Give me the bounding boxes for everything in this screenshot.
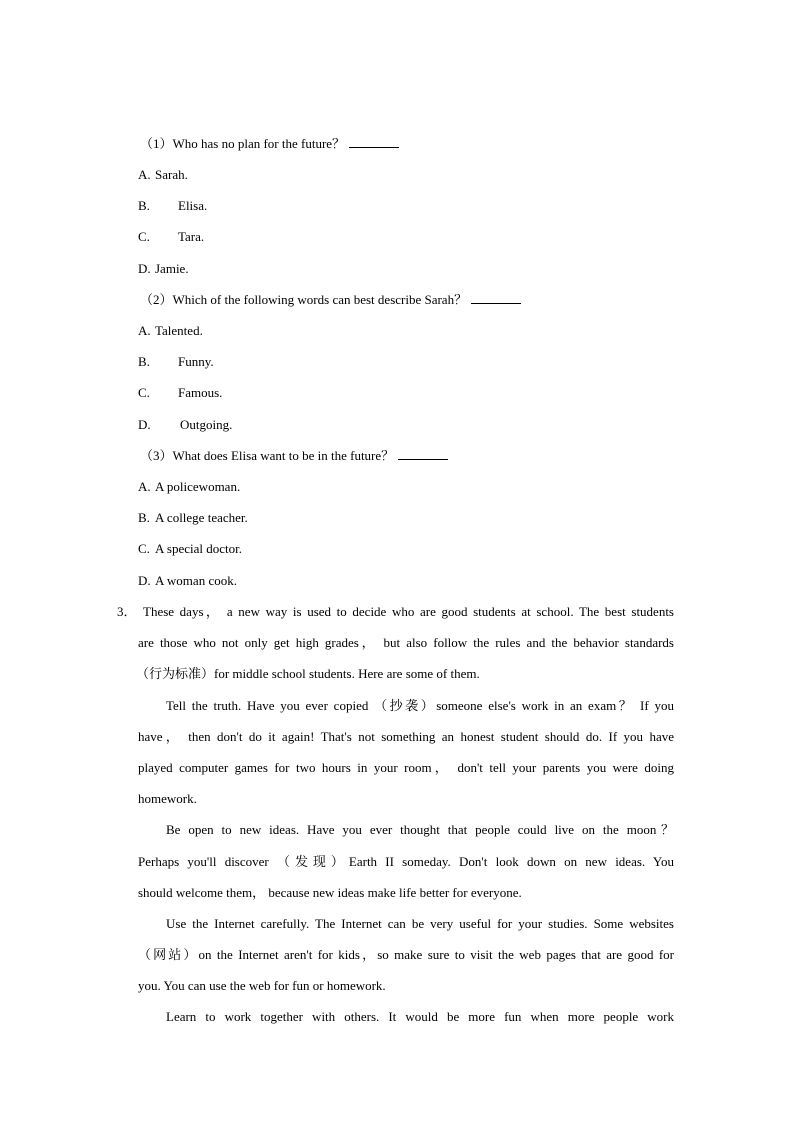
question-2-option-a [138,323,203,339]
question-1-text: （1）Who has no plan for the future？ [140,136,346,151]
question-2-text: （2）Which of the following words can best describe Sarah？ [140,292,468,307]
question-1-stem [140,136,399,152]
question-2-option-b [138,354,214,370]
paragraph-2-line-2: have， then don't do it again! That's not something an honest student should do. If you have [138,729,674,744]
question-2-option-c [138,385,222,401]
passage-number [117,604,137,620]
question-1-option-a [138,167,188,183]
question-3-option-c [138,541,242,557]
question-3-stem [140,448,448,464]
option-letter: C. [138,229,150,244]
option-text: Jamie. [155,261,189,276]
answer-blank-3 [398,448,448,460]
option-letter: C. [138,541,150,556]
answer-blank-1 [349,136,399,148]
paragraph-3-line-2: Perhaps you'll discover （发现）Earth II someday. Don't look down on new ideas. You [138,854,674,869]
paragraph-1-line-2: are those who not only get high grades， but also follow the rules and the behavior standards [138,635,674,650]
question-3-text: （3）What does Elisa want to be in the future？ [140,448,395,463]
question-3-option-d [138,573,237,589]
option-text: A woman cook. [155,573,237,588]
paragraph-3-line-3: should welcome them， because new ideas make life better for everyone. [138,885,522,900]
option-text: Sarah. [155,167,188,182]
option-letter: B. [138,510,150,525]
paragraph-1-line-3: （行为标准）for middle school students. Here are some of them. [136,666,480,681]
option-letter: A. [138,479,151,494]
paragraph-4-line-3: you. You can use the web for fun or homework. [138,978,386,993]
option-text: A special doctor. [155,541,243,556]
answer-blank-2 [471,292,521,304]
paragraph-4-line-1: Use the Internet carefully. The Internet can be very useful for your studies. Some websites [166,916,674,931]
option-letter: C. [138,385,150,400]
paragraph-5-line-1: Learn to work together with others. It would be more fun when more people work [166,1009,674,1024]
option-text: A college teacher. [155,510,248,525]
option-letter: A. [138,323,151,338]
option-letter: B. [138,354,150,369]
option-text: Elisa. [178,198,208,213]
option-text: Talented. [155,323,203,338]
question-1-option-d [138,261,189,277]
paragraph-2-line-4: homework. [138,791,197,806]
question-1-option-c [138,229,204,245]
option-letter: B. [138,198,150,213]
option-letter: D. [138,261,151,276]
question-3-option-b [138,510,248,526]
question-2-option-d [138,417,232,433]
question-3-option-a [138,479,240,495]
paragraph-1-line-1: These days， a new way is used to decide who are good students at school. The best students [143,604,674,619]
paragraph-4-line-2: （网站）on the Internet aren't for kids，so make sure to visit the web pages that are good for [138,947,674,962]
paragraph-3-line-1: Be open to new ideas. Have you ever thought that people could live on the moon？ [166,822,674,837]
option-letter: A. [138,167,151,182]
paragraph-2-line-1: Tell the truth. Have you ever copied （抄袭）someone else's work in an exam？ If you [166,698,674,713]
paragraph-2-line-3: played computer games for two hours in your room， don't tell your parents you were doing [138,760,674,775]
question-number: 3． [117,604,137,619]
option-text: Funny. [178,354,214,369]
option-text: Famous. [178,385,223,400]
question-2-stem [140,292,521,308]
option-text: A policewoman. [155,479,241,494]
option-text: Tara. [178,229,205,244]
option-text: Outgoing. [180,417,233,432]
option-letter: D. [138,573,151,588]
option-letter: D. [138,417,151,432]
question-1-option-b [138,198,207,214]
